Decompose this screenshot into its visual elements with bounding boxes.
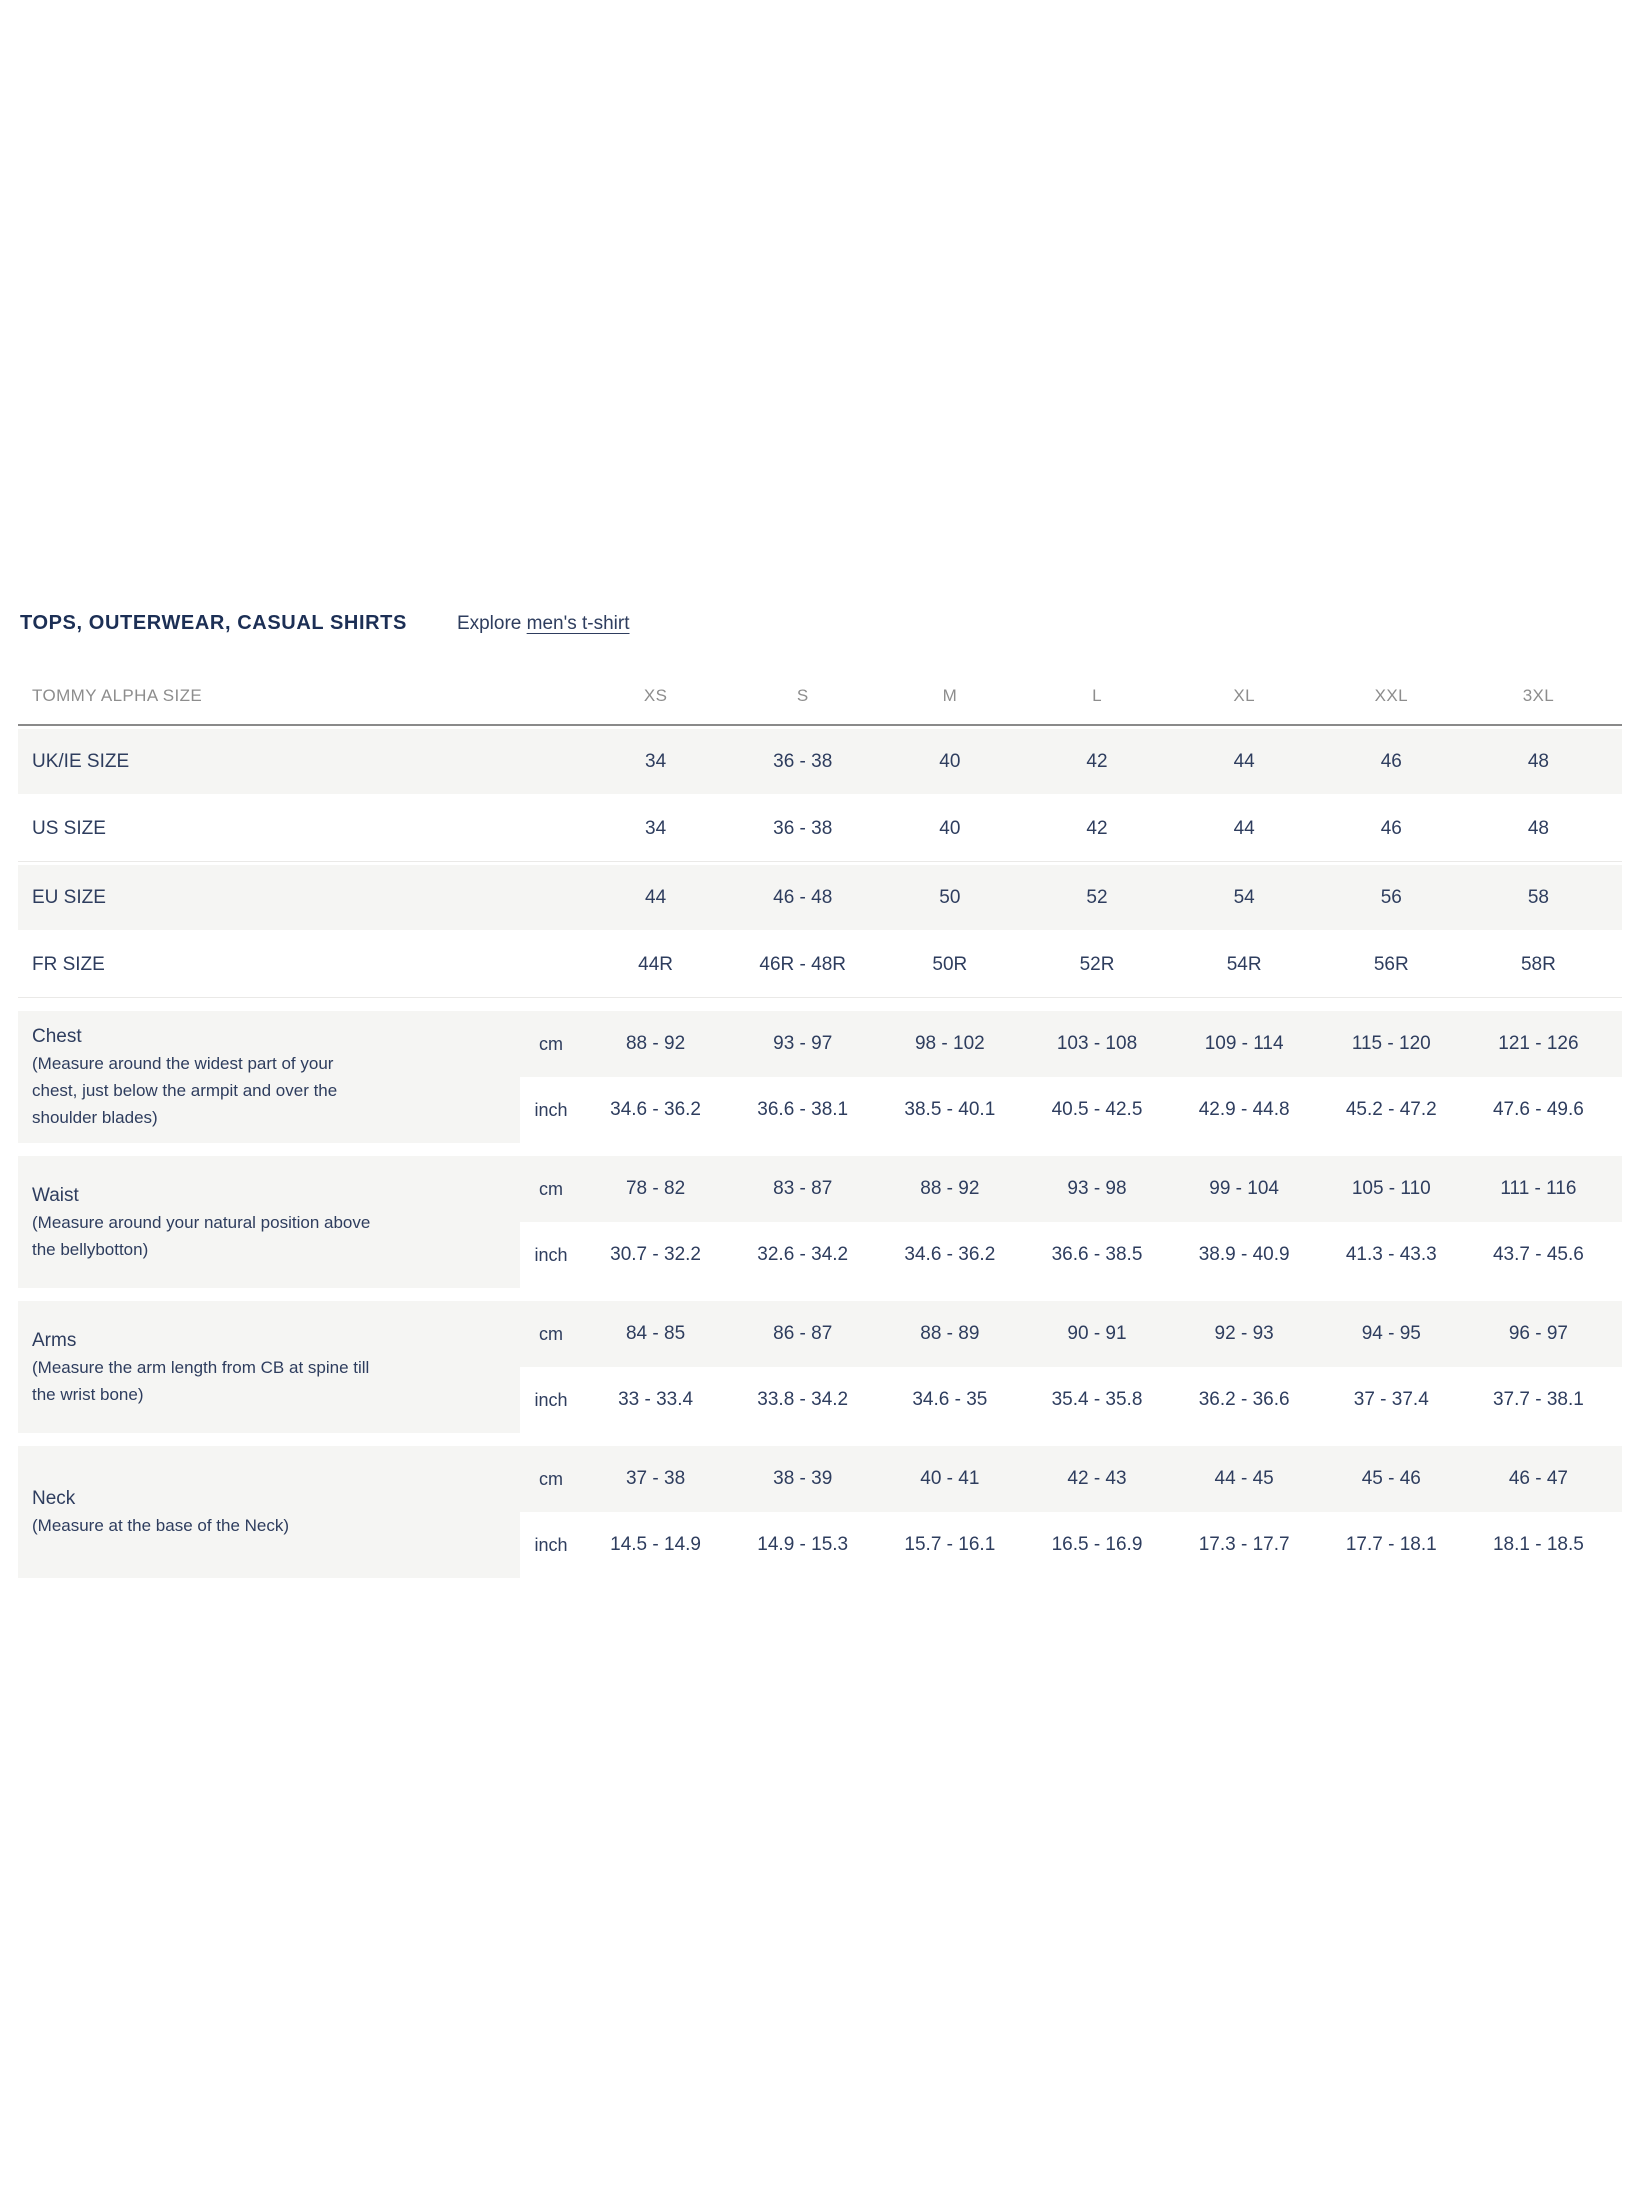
row-label: UK/IE SIZE (32, 750, 130, 772)
row-value: 36 - 38 (773, 818, 833, 839)
size-header-s: S (796, 686, 809, 705)
unit-label-cm: cm (539, 1468, 563, 1489)
row-value: 48 (1527, 818, 1549, 839)
row-value: 41.3 - 43.3 (1345, 1244, 1437, 1265)
size-header-xs: XS (643, 686, 668, 705)
table-row-ukie-size (18, 729, 1622, 794)
row-value: 43.7 - 45.6 (1492, 1244, 1584, 1265)
row-value: 36.6 - 38.5 (1051, 1244, 1143, 1265)
row-label: US SIZE (32, 818, 106, 839)
row-value: 30.7 - 32.2 (610, 1244, 701, 1265)
row-value: 40 (939, 818, 961, 839)
measure-title: Arms (32, 1329, 77, 1351)
row-value: 48 (1527, 750, 1549, 772)
row-value: 15.7 - 16.1 (904, 1534, 996, 1555)
row-value: 52 (1086, 886, 1108, 908)
measure-cm-row (520, 1011, 1622, 1077)
row-value: 37 - 37.4 (1353, 1389, 1429, 1410)
explore-text (457, 613, 630, 635)
row-value: 34.6 - 36.2 (610, 1099, 701, 1120)
row-value: 94 - 95 (1361, 1323, 1421, 1344)
row-value: 115 - 120 (1351, 1033, 1431, 1054)
row-value: 33 - 33.4 (618, 1389, 694, 1410)
row-value: 32.6 - 34.2 (757, 1244, 849, 1265)
row-value: 46 (1380, 818, 1402, 839)
row-value: 16.5 - 16.9 (1051, 1534, 1143, 1555)
row-value: 36.6 - 38.1 (757, 1099, 849, 1120)
row-value: 38.9 - 40.9 (1198, 1244, 1290, 1265)
row-value: 40 - 41 (920, 1468, 980, 1489)
row-value: 105 - 110 (1351, 1178, 1431, 1199)
row-value: 88 - 92 (625, 1033, 686, 1054)
row-value: 56 (1380, 886, 1402, 908)
row-value: 96 - 97 (1508, 1323, 1568, 1344)
row-value: 17.7 - 18.1 (1345, 1534, 1437, 1555)
row-value: 45 - 46 (1361, 1468, 1421, 1489)
size-header-l: L (1092, 686, 1102, 705)
row-value: 44 (1233, 750, 1255, 772)
measure-block-chest (18, 1011, 1622, 1143)
measure-cm-row (520, 1446, 1622, 1512)
row-value: 38.5 - 40.1 (904, 1099, 996, 1120)
measure-values-neck (520, 1446, 1622, 1578)
row-value: 46 (1380, 750, 1402, 772)
size-chart-table (18, 668, 1622, 1578)
size-header-3xl: 3XL (1522, 686, 1555, 705)
row-value: 45.2 - 47.2 (1345, 1099, 1437, 1120)
row-value: 103 - 108 (1056, 1033, 1138, 1054)
row-value: 44R (638, 954, 673, 975)
measure-description: (Measure the arm length from CB at spine till the wrist bone) (32, 1357, 370, 1404)
row-label: EU SIZE (32, 886, 106, 908)
measure-label-chest (18, 1011, 520, 1143)
row-value: 17.3 - 17.7 (1198, 1534, 1290, 1555)
row-value: 42.9 - 44.8 (1198, 1099, 1290, 1120)
measure-values-chest (520, 1011, 1622, 1143)
row-value: 86 - 87 (773, 1323, 833, 1344)
measure-block-neck (18, 1446, 1622, 1578)
row-value: 58R (1520, 954, 1556, 975)
row-value: 14.5 - 14.9 (610, 1534, 701, 1555)
row-value: 54R (1226, 954, 1262, 975)
unit-label-cm: cm (539, 1178, 563, 1199)
measure-label-waist (18, 1156, 520, 1288)
table-header-row (18, 668, 1622, 726)
measure-values-waist (520, 1156, 1622, 1288)
row-value: 35.4 - 35.8 (1051, 1389, 1143, 1410)
row-value: 34.6 - 35 (912, 1389, 988, 1410)
row-value: 56R (1373, 954, 1409, 975)
row-value: 37 - 38 (625, 1468, 686, 1489)
row-value: 78 - 82 (625, 1178, 686, 1199)
row-value: 33.8 - 34.2 (757, 1389, 849, 1410)
row-value: 42 (1086, 750, 1108, 772)
measure-cm-row (520, 1156, 1622, 1222)
row-value: 109 - 114 (1204, 1033, 1284, 1054)
unit-label-inch: inch (534, 1244, 568, 1265)
row-value: 50 (939, 886, 961, 908)
row-value: 38 - 39 (773, 1468, 833, 1489)
measure-label-neck (18, 1446, 520, 1578)
row-value: 40 (939, 750, 961, 772)
table-row-eu-size (18, 865, 1622, 930)
table-row-fr-size (18, 933, 1622, 998)
row-value: 93 - 98 (1067, 1178, 1127, 1199)
row-value: 90 - 91 (1067, 1323, 1127, 1344)
unit-label-inch: inch (534, 1099, 568, 1120)
row-value: 121 - 126 (1498, 1033, 1579, 1054)
unit-label-cm: cm (539, 1033, 563, 1054)
row-value: 44 (1233, 818, 1255, 839)
row-value: 42 (1086, 818, 1108, 839)
measure-inch-row (520, 1077, 1622, 1143)
row-value: 92 - 93 (1214, 1323, 1274, 1344)
row-label: FR SIZE (32, 954, 105, 975)
row-value: 46 - 48 (773, 886, 833, 908)
measure-block-waist (18, 1156, 1622, 1288)
row-value: 14.9 - 15.3 (757, 1534, 849, 1555)
section-header (20, 612, 630, 635)
row-value: 98 - 102 (914, 1033, 985, 1054)
row-value: 50R (932, 954, 968, 975)
row-value: 93 - 97 (773, 1033, 833, 1054)
row-value: 34.6 - 36.2 (904, 1244, 996, 1265)
row-value: 83 - 87 (773, 1178, 833, 1199)
row-value: 47.6 - 49.6 (1492, 1099, 1584, 1120)
row-value: 44 - 45 (1214, 1468, 1274, 1489)
measure-label-arms (18, 1301, 520, 1433)
row-value: 42 - 43 (1067, 1468, 1127, 1489)
row-value: 36.2 - 36.6 (1198, 1389, 1290, 1410)
row-value: 36 - 38 (773, 750, 833, 772)
measure-inch-row (520, 1367, 1622, 1433)
measure-title: Neck (32, 1488, 76, 1509)
row-value: 37.7 - 38.1 (1492, 1389, 1584, 1410)
row-value: 54 (1233, 886, 1255, 908)
row-value: 46 - 47 (1508, 1468, 1568, 1489)
row-value: 34 (645, 750, 667, 772)
page-title: TOPS, OUTERWEAR, CASUAL SHIRTS (20, 612, 407, 634)
explore-prefix: Explore (456, 613, 522, 634)
explore-mens-tshirt-link[interactable]: men's t-shirt (526, 613, 630, 634)
measure-inch-row (520, 1512, 1622, 1578)
measure-inch-row (520, 1222, 1622, 1288)
row-value: 84 - 85 (625, 1323, 686, 1344)
corner-label: TOMMY ALPHA SIZE (32, 686, 203, 705)
unit-label-inch: inch (534, 1534, 568, 1555)
measure-cm-row (520, 1301, 1622, 1367)
measure-title: Chest (32, 1026, 82, 1047)
row-value: 18.1 - 18.5 (1492, 1534, 1584, 1555)
row-value: 44 (645, 886, 667, 908)
row-value: 40.5 - 42.5 (1051, 1099, 1143, 1120)
size-header-m: M (942, 686, 958, 705)
measure-description: (Measure around the widest part of your chest, just below the armpit and over the shoulder blades) (32, 1054, 338, 1127)
unit-label-inch: inch (534, 1389, 568, 1410)
size-header-xl: XL (1233, 686, 1255, 705)
row-value: 99 - 104 (1209, 1178, 1279, 1199)
measure-title: Waist (32, 1184, 79, 1206)
row-value: 111 - 116 (1500, 1178, 1577, 1199)
row-value: 88 - 89 (920, 1323, 980, 1344)
unit-label-cm: cm (539, 1323, 563, 1344)
measure-description: (Measure at the base of the Neck) (32, 1516, 290, 1535)
row-value: 34 (645, 818, 667, 839)
row-value: 88 - 92 (920, 1178, 980, 1199)
measure-block-arms (18, 1301, 1622, 1433)
row-value: 46R - 48R (759, 954, 847, 975)
row-value: 58 (1527, 886, 1549, 908)
table-row-us-size (18, 797, 1622, 862)
row-value: 52R (1079, 954, 1115, 975)
measure-values-arms (520, 1301, 1622, 1433)
measure-description: (Measure around your natural position above the bellybotton) (32, 1212, 371, 1259)
size-header-xxl: XXL (1374, 686, 1408, 705)
